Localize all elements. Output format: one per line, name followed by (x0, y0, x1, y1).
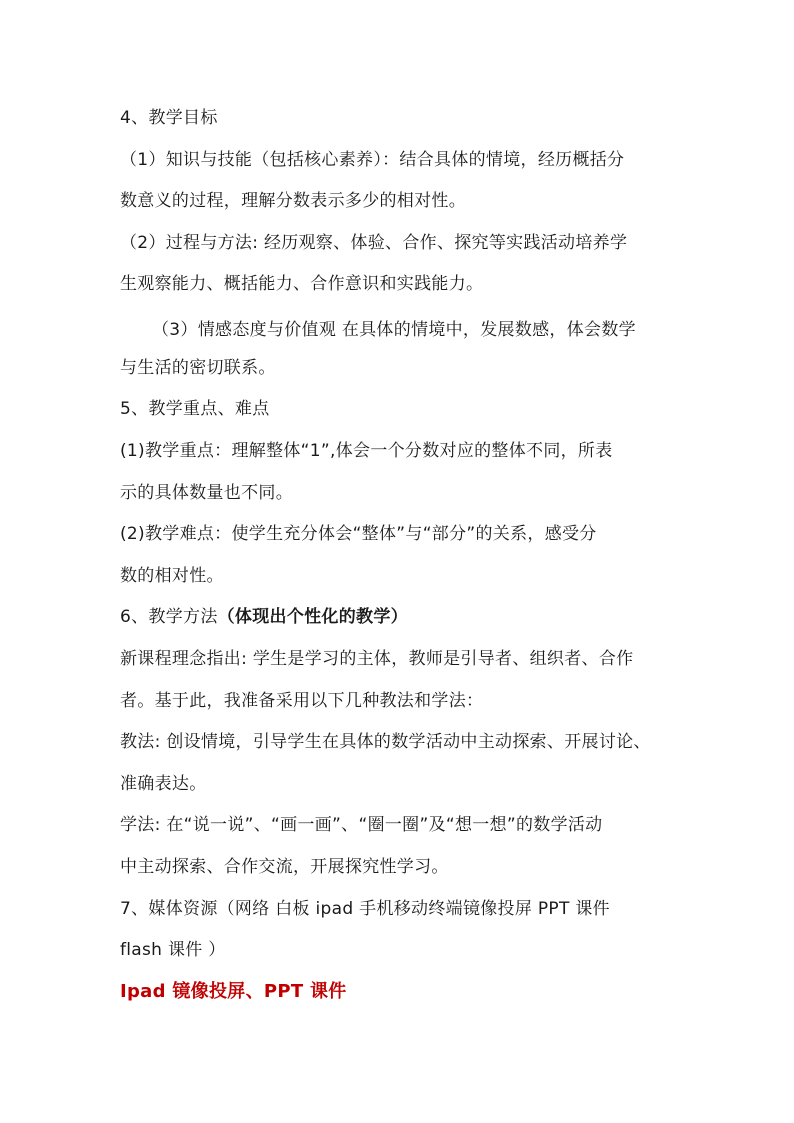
method-intro-line-1: 新课程理念指出: 学生是学习的主体，教师是引导者、组织者、合作 (120, 649, 634, 669)
media-selection-highlight: Ipad 镜像投屏、PPT 课件 (120, 981, 347, 1002)
objective-1-line-2: 数意义的过程，理解分数表示多少的相对性。 (120, 191, 466, 211)
objective-3-line-1: （3）情感态度与价值观 在具体的情境中，发展数感，体会数学 (152, 320, 636, 340)
section-5-heading: 5、教学重点、难点 (120, 399, 270, 419)
objective-2-line-2: 生观察能力、概括能力、合作意识和实践能力。 (120, 274, 484, 294)
key-point-line-1: (1)教学重点：理解整体“1”,体会一个分数对应的整体不同，所表 (120, 441, 613, 461)
method-intro-line-2: 者。基于此，我准备采用以下几种教法和学法： (120, 691, 484, 711)
objective-2-line-1: （2）过程与方法: 经历观察、体验、合作、探究等实践活动培养学 (120, 233, 628, 253)
teaching-method-line-1: 教法: 创设情境，引导学生在具体的数学活动中主动探索、开展讨论、 (120, 732, 651, 752)
difficulty-line-1: (2)教学难点：使学生充分体会“整体”与“部分”的关系，感受分 (120, 524, 597, 544)
learning-method-line-1: 学法: 在“说一说”、“画一画”、“圈一圈”及“想一想”的数学活动 (120, 815, 603, 835)
section-6-heading (120, 605, 408, 629)
section-7-line-2: flash 课件 ） (120, 940, 226, 960)
section-6-title: 6、教学方法 (120, 607, 218, 627)
objective-3-line-2: 与生活的密切联系。 (120, 358, 276, 378)
key-point-line-2: 示的具体数量也不同。 (120, 483, 293, 503)
section-4-heading: 4、教学目标 (120, 108, 218, 128)
section-6-subtitle: （体现出个性化的教学） (217, 607, 408, 627)
objective-1-line-1: （1）知识与技能（包括核心素养）：结合具体的情境，经历概括分 (120, 150, 625, 170)
difficulty-line-2: 数的相对性。 (120, 566, 224, 586)
section-7-heading: 7、媒体资源（网络 白板 ipad 手机移动终端镜像投屏 PPT 课件 (120, 899, 610, 919)
learning-method-line-2: 中主动探索、合作交流，开展探究性学习。 (120, 857, 449, 877)
teaching-method-line-2: 准确表达。 (120, 774, 207, 794)
